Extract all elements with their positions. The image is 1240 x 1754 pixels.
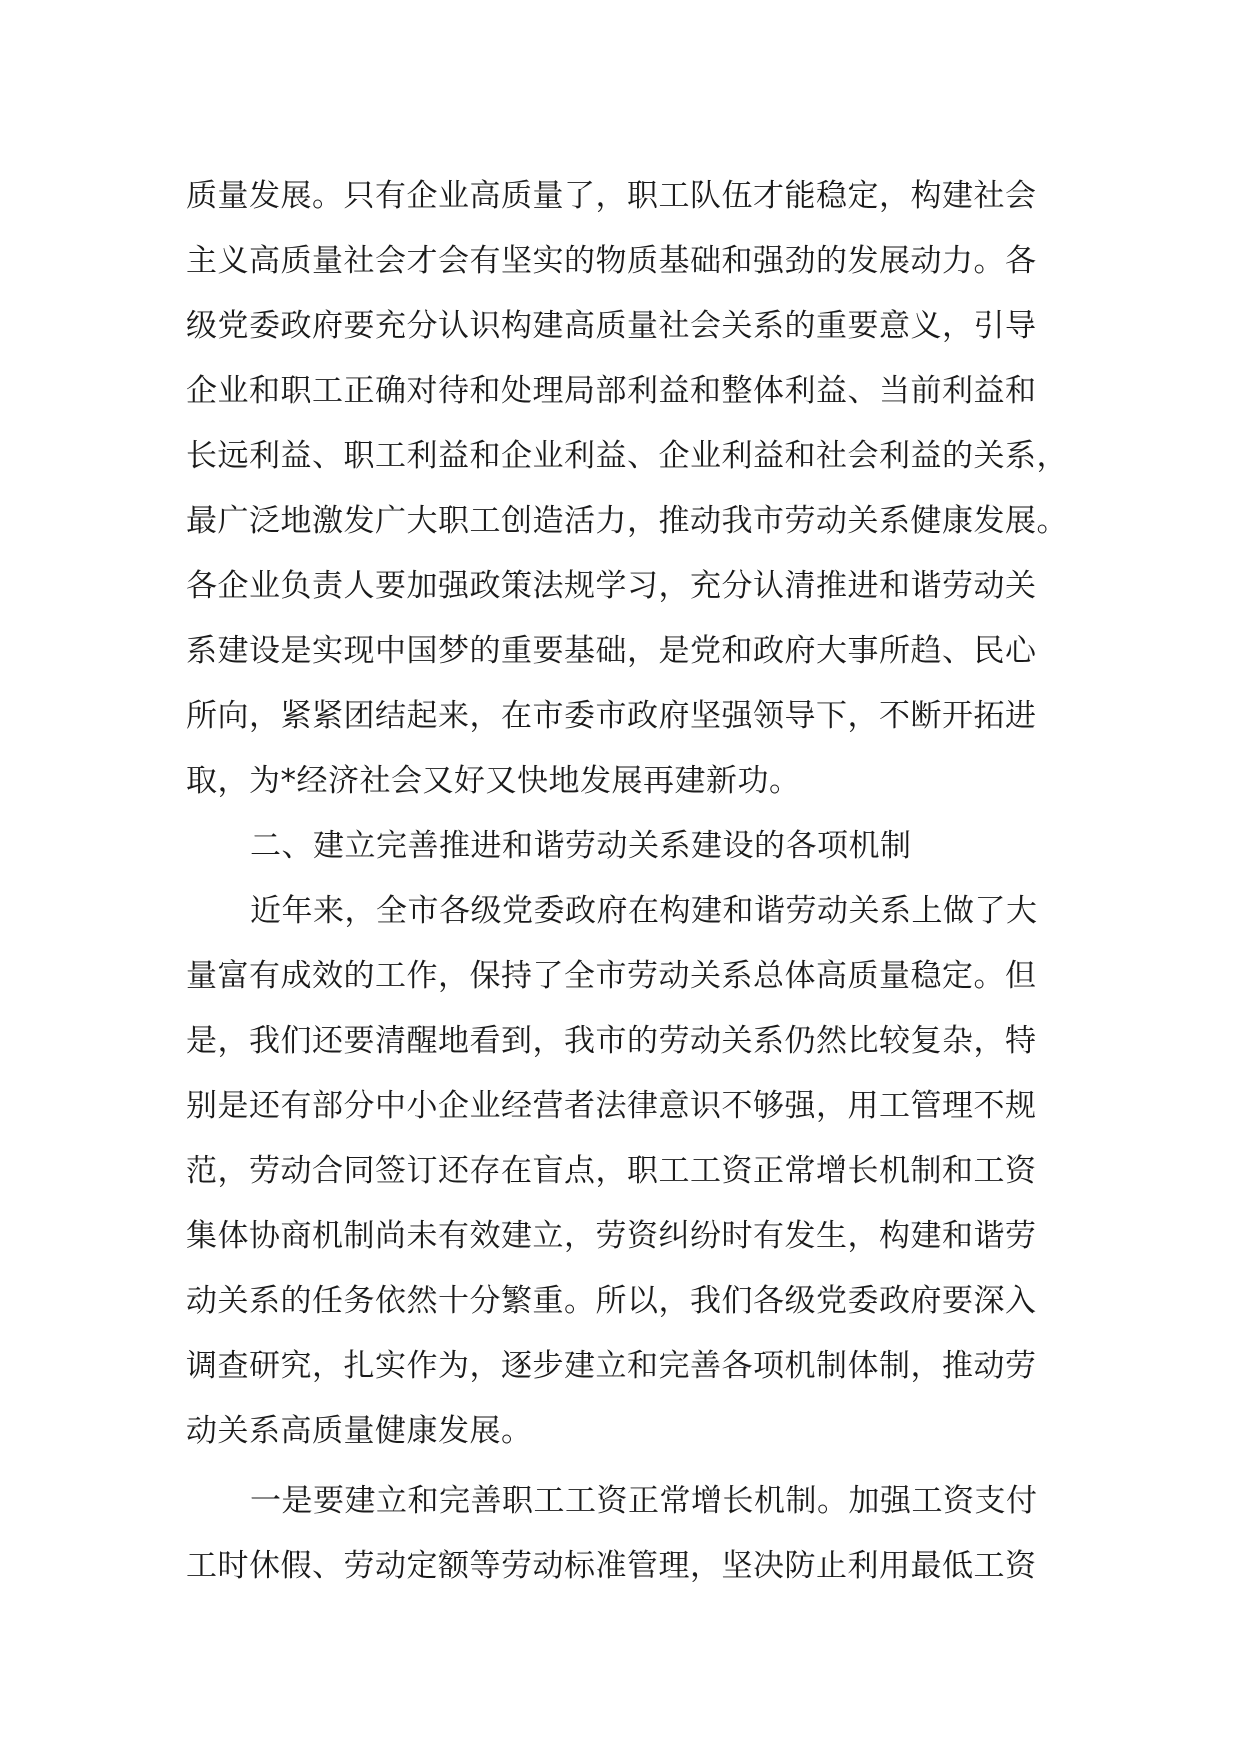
text-line: 所向，紧紧团结起来，在市委市政府坚强领导下，不断开拓进	[186, 698, 1037, 734]
text-line: 系建设是实现中国梦的重要基础，是党和政府大事所趋、民心	[186, 633, 1037, 669]
text-line: 是，我们还要清醒地看到，我市的劳动关系仍然比较复杂，特	[186, 1023, 1037, 1059]
section-heading: 二、建立完善推进和谐劳动关系建设的各项机制	[250, 828, 912, 864]
text-line: 长远利益、职工利益和企业利益、企业利益和社会利益的关系，	[186, 438, 1068, 474]
text-line: 别是还有部分中小企业经营者法律意识不够强，用工管理不规	[186, 1088, 1037, 1124]
text-line: 近年来，全市各级党委政府在构建和谐劳动关系上做了大	[250, 893, 1038, 929]
text-line: 动关系高质量健康发展。	[186, 1413, 533, 1449]
text-line: 调查研究，扎实作为，逐步建立和完善各项机制体制，推动劳	[186, 1348, 1037, 1384]
text-line: 最广泛地激发广大职工创造活力，推动我市劳动关系健康发展。	[186, 503, 1068, 539]
text-line: 范，劳动合同签订还存在盲点，职工工资正常增长机制和工资	[186, 1153, 1037, 1189]
text-line: 量富有成效的工作，保持了全市劳动关系总体高质量稳定。但	[186, 958, 1037, 994]
body-text	[186, 164, 1066, 1599]
text-line: 企业和职工正确对待和处理局部利益和整体利益、当前利益和	[186, 373, 1037, 409]
text-line: 动关系的任务依然十分繁重。所以，我们各级党委政府要深入	[186, 1283, 1037, 1319]
text-line: 主义高质量社会才会有坚实的物质基础和强劲的发展动力。各	[186, 243, 1037, 279]
text-line: 工时休假、劳动定额等劳动标准管理，坚决防止利用最低工资	[186, 1548, 1037, 1584]
text-line: 一是要建立和完善职工工资正常增长机制。加强工资支付	[250, 1483, 1038, 1519]
text-line: 集体协商机制尚未有效建立，劳资纠纷时有发生，构建和谐劳	[186, 1218, 1037, 1254]
text-line: 各企业负责人要加强政策法规学习，充分认清推进和谐劳动关	[186, 568, 1037, 604]
text-line: 质量发展。只有企业高质量了，职工队伍才能稳定，构建社会	[186, 178, 1037, 214]
text-line: 级党委政府要充分认识构建高质量社会关系的重要意义，引导	[186, 308, 1037, 344]
text-line: 取，为*经济社会又好又快地发展再建新功。	[186, 763, 801, 799]
